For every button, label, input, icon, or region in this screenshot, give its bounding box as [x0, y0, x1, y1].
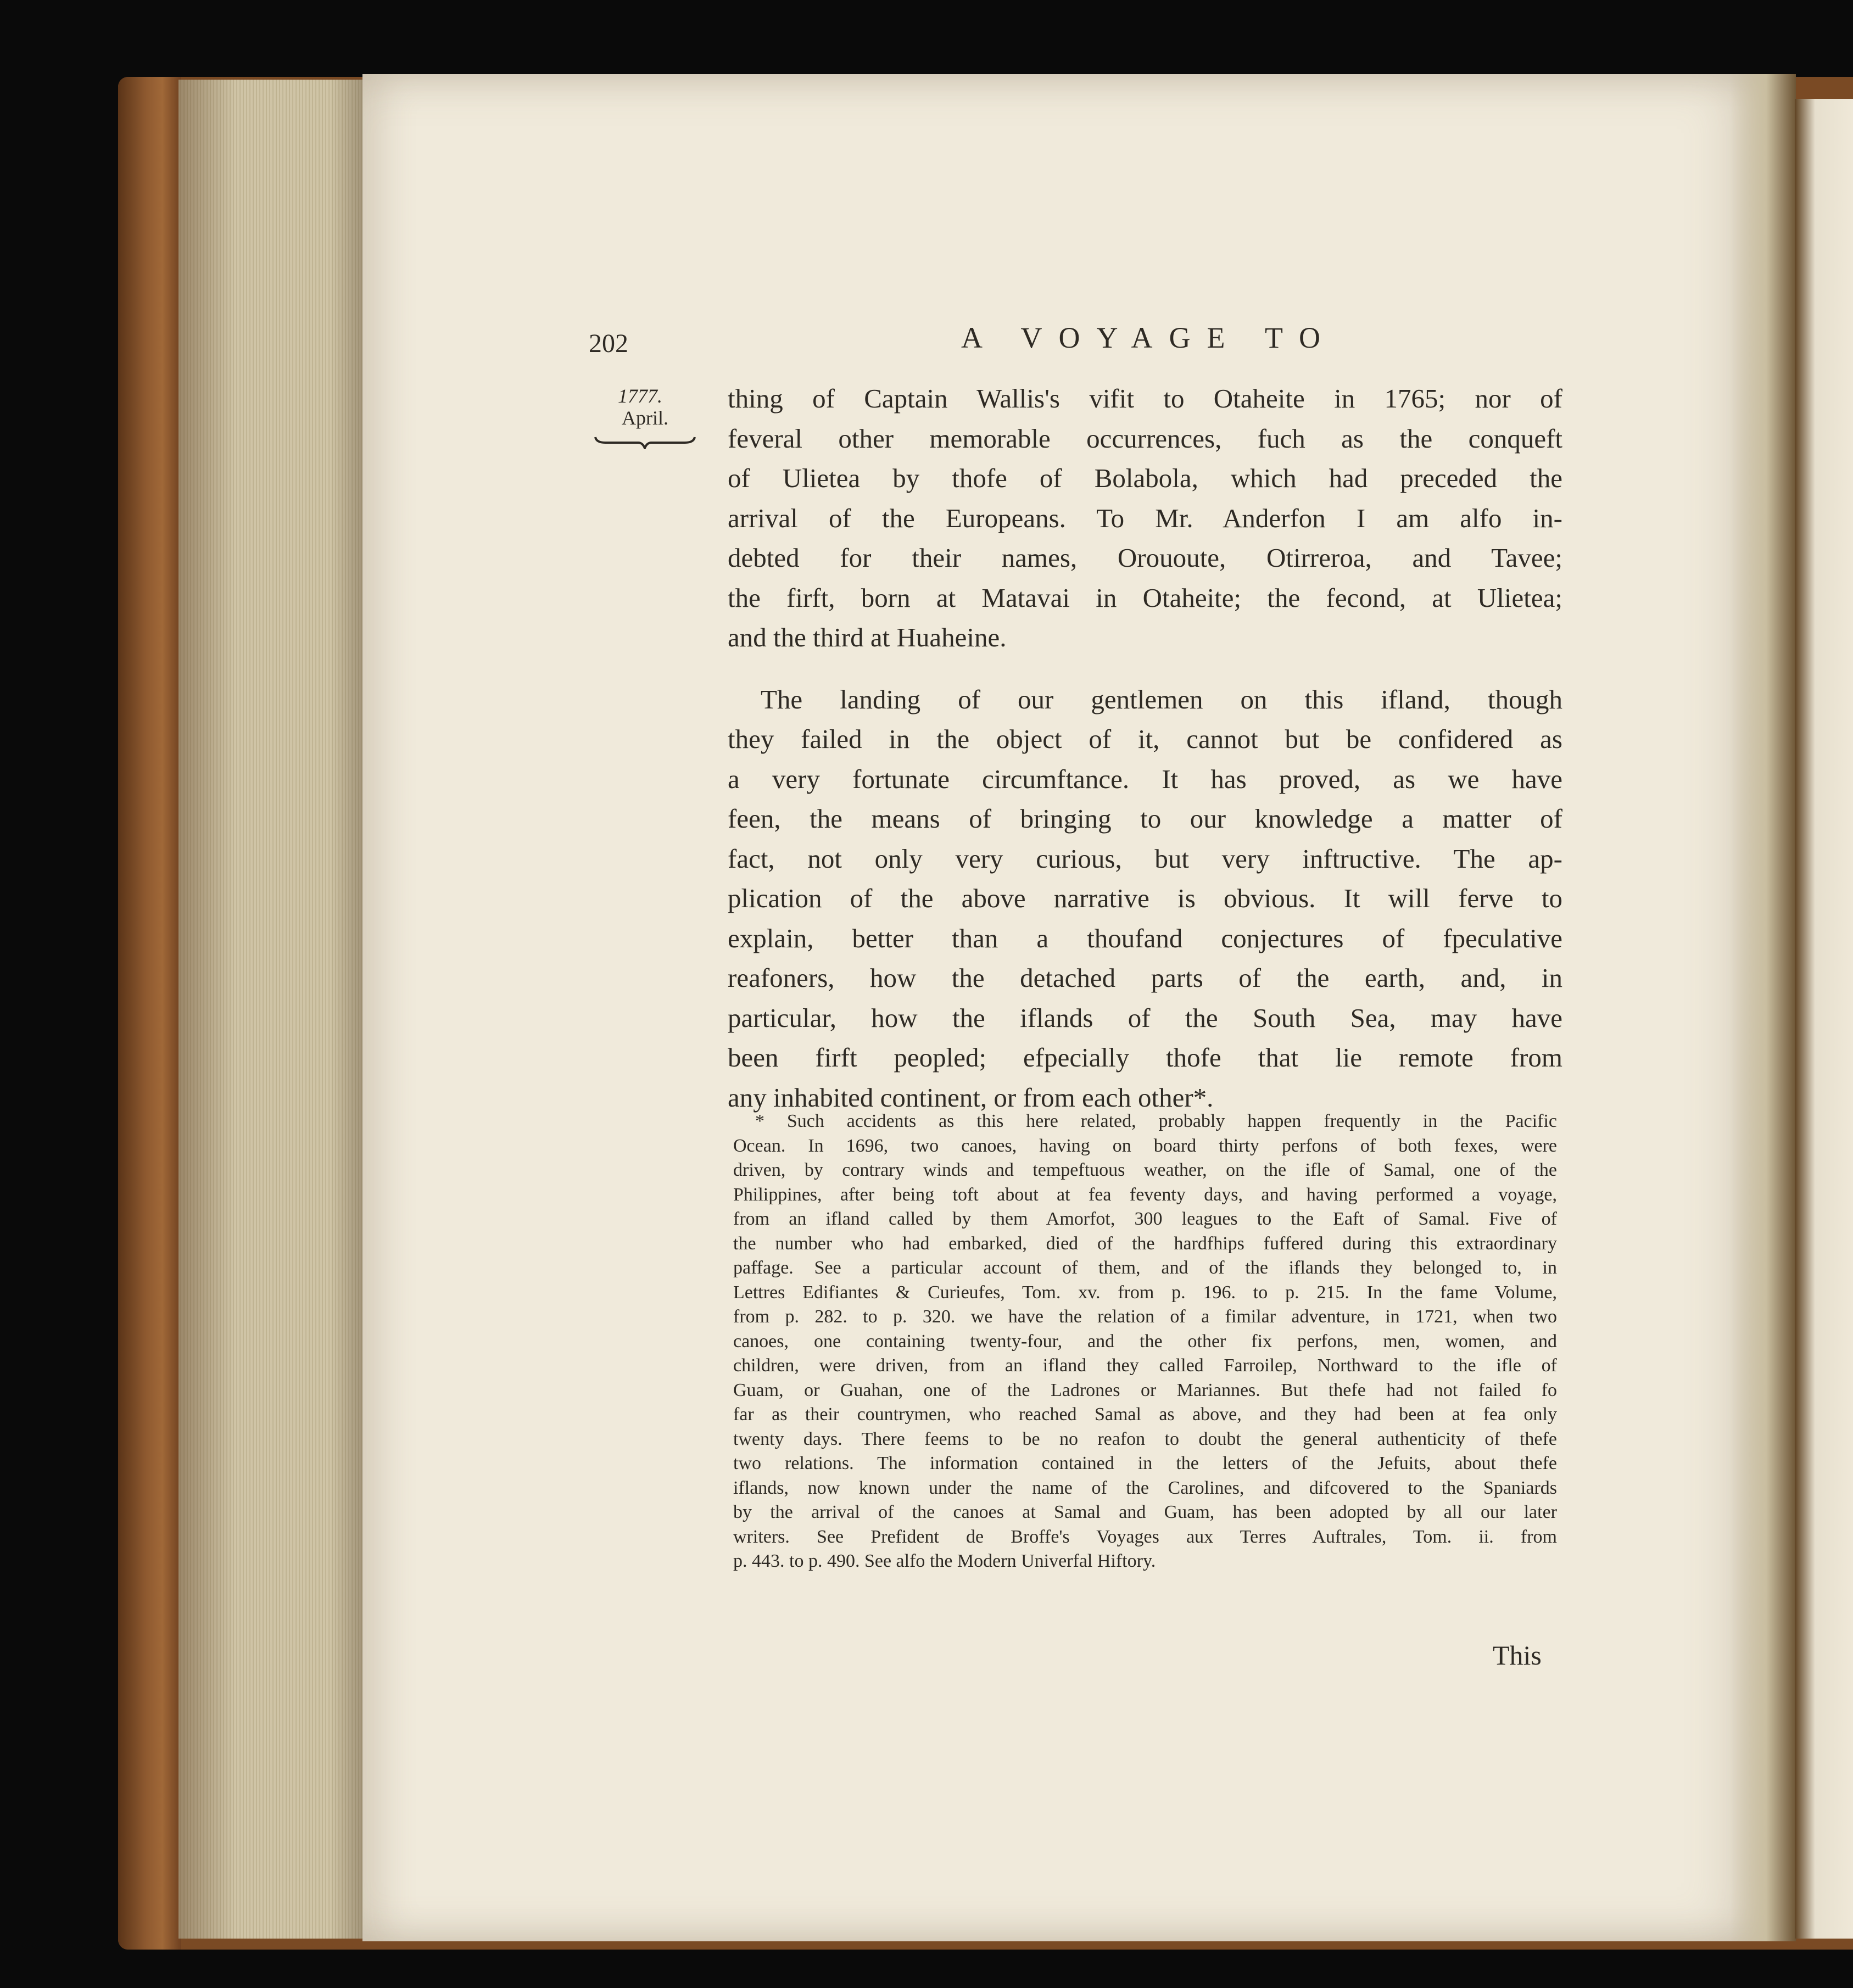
body-line: been firft peopled; efpecially thofe that lie remote from: [728, 1042, 1562, 1073]
footnote-line: the number who had embarked, died of the hardfhips fuffered during this extraordinary: [733, 1233, 1557, 1254]
body-line: thing of Captain Wallis's vifit to Otaheite in 1765; nor of: [728, 383, 1562, 414]
body-line: arrival of the Europeans. To Mr. Anderfon I am alfo in-: [728, 502, 1562, 533]
catchword: This: [1493, 1640, 1542, 1671]
footnote-line: p. 443. to p. 490. See alfo the Modern Univerfal Hiftory.: [733, 1551, 1156, 1571]
footnote-line: canoes, one containing twenty-four, and the other fix perfons, men, women, and: [733, 1331, 1557, 1352]
body-line: a very fortunate circumftance. It has proved, as we have: [728, 763, 1562, 794]
footnote-line: Guam, or Guahan, one of the Ladrones or Mariannes. But thefe had not failed fo: [733, 1380, 1557, 1400]
footnote-line: driven, by contrary winds and tempeftuous weather, on the ifle of Samal, one of the: [733, 1160, 1557, 1180]
leather-spine-edge: [118, 77, 181, 1950]
footnote-line: from an ifland called by them Amorfot, 300 leagues to the Eaft of Samal. Five of: [733, 1209, 1557, 1229]
footnote-line: by the arrival of the canoes at Samal and Guam, has been adopted by all our later: [733, 1502, 1557, 1522]
footnote-line: Philippines, after being toft about at fea feventy days, and having performed a voyage,: [733, 1184, 1557, 1205]
paragraph-gap: [728, 658, 1562, 680]
footnote-line: children, were driven, from an ifland they called Farroilep, Northward to the ifle of: [733, 1355, 1557, 1376]
body-line: and the third at Huaheine.: [728, 622, 1007, 652]
body-line: explain, better than a thoufand conjectures of fpeculative: [728, 923, 1562, 953]
page-number: 202: [589, 329, 628, 358]
page-gutter: [1730, 74, 1796, 1941]
body-line: feen, the means of bringing to our knowledge a matter of: [728, 803, 1562, 834]
page-edges-shadow: [178, 80, 368, 1939]
body-line: debted for their names, Orououte, Otirreroa, and Tavee;: [728, 543, 1562, 573]
body-text: [728, 379, 1562, 1118]
footnote-line: Ocean. In 1696, two canoes, having on board thirty perfons of both fexes, were: [733, 1135, 1557, 1156]
body-line: The landing of our gentlemen on this ifland, though: [761, 684, 1562, 714]
body-line: fact, not only very curious, but very inftructive. The ap-: [728, 843, 1562, 874]
body-line: particular, how the iflands of the South Sea, may have: [728, 1002, 1562, 1033]
body-line: of Ulietea by thofe of Bolabola, which had preceded the: [728, 463, 1562, 493]
footnote-line: writers. See Prefident de Broffe's Voyages aux Terres Auftrales, Tom. ii. from: [733, 1526, 1557, 1547]
body-line: reafoners, how the detached parts of the earth, and, in: [728, 963, 1562, 993]
footnote-line: from p. 282. to p. 320. we have the relation of a fimilar adventure, in 1721, when two: [733, 1306, 1557, 1327]
running-title: A VOYAGE TO: [961, 321, 1337, 354]
margin-note-year: 1777.: [618, 385, 662, 407]
margin-brace-icon: [594, 433, 696, 449]
footnote-line: iflands, now known under the name of the Carolines, and difcovered to the Spaniards: [733, 1477, 1557, 1498]
margin-note-month: April.: [622, 407, 668, 429]
facing-page-edge: [1795, 99, 1853, 1939]
body-line: plication of the above narrative is obvious. It will ferve to: [728, 883, 1562, 913]
body-line: feveral other memorable occurrences, fuch as the conqueft: [728, 423, 1562, 454]
footnote-line: * Such accidents as this here related, probably happen frequently in the Pacific: [755, 1111, 1557, 1131]
body-line: they failed in the object of it, cannot but be confidered as: [728, 724, 1562, 754]
footnote-line: far as their countrymen, who reached Samal as above, and they had been at fea only: [733, 1404, 1557, 1425]
footnote-line: two relations. The information contained in the letters of the Jefuits, about thefe: [733, 1453, 1557, 1473]
body-line: the firft, born at Matavai in Otaheite; the fecond, at Ulietea;: [728, 582, 1562, 613]
right-cover-corner: [1812, 77, 1853, 100]
body-line: any inhabited continent, or from each other*.: [728, 1082, 1214, 1113]
footnote: [733, 1109, 1557, 1574]
footnote-line: Lettres Edifiantes & Curieufes, Tom. xv. from p. 196. to p. 215. In the fame Volume,: [733, 1282, 1557, 1303]
footnote-line: paffage. See a particular account of them, and of the iflands they belonged to, in: [733, 1258, 1557, 1278]
footnote-line: twenty days. There feems to be no reafon to doubt the general authenticity of thefe: [733, 1428, 1557, 1449]
